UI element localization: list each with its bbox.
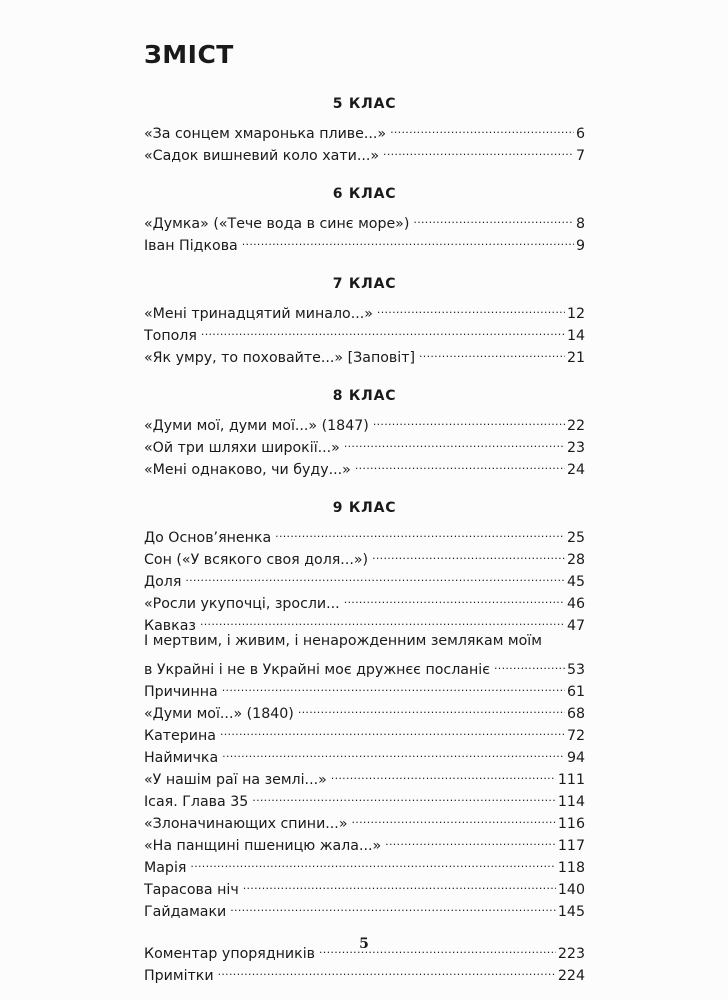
dot-leader <box>373 408 565 430</box>
dot-leader <box>185 564 565 586</box>
dot-leader <box>230 894 556 916</box>
dot-leader <box>377 296 565 318</box>
entry-title: в Украйні і не в Украйні моє дружнєє посланіє <box>144 662 490 678</box>
toc-entry[interactable] <box>144 608 585 634</box>
entry-title: «Думи мої, думи мої...» (1847) <box>144 418 369 434</box>
section-heading-grade-7: 7 КЛАС <box>332 276 397 292</box>
toc-entry[interactable] <box>144 564 585 590</box>
toc-entry[interactable] <box>144 296 585 322</box>
entry-title: Ісая. Глава 35 <box>144 794 249 810</box>
entry-title: «Як умру, то поховайте...» [Заповіт] <box>144 350 415 366</box>
entry-page: 61 <box>566 684 585 700</box>
toc-entry[interactable] <box>144 520 585 546</box>
entry-page: 46 <box>566 596 585 612</box>
entry-page: 224 <box>557 968 585 984</box>
entry-title: Причинна <box>144 684 218 700</box>
entry-page: 140 <box>557 882 585 898</box>
entry-title: Тополя <box>144 328 197 344</box>
entry-title-line-1: І мертвим, і живим, і ненарожденним землякам моїм <box>144 633 542 649</box>
dot-leader <box>352 806 556 828</box>
toc-entry[interactable] <box>144 586 585 612</box>
entry-page: 47 <box>566 618 585 634</box>
entry-title: Катерина <box>144 728 216 744</box>
entry-title: «Думи мої...» (1840) <box>144 706 294 722</box>
dot-leader <box>390 116 574 138</box>
toc-entry[interactable] <box>144 318 585 344</box>
toc-entry-multiline[interactable] <box>144 630 585 678</box>
entry-page: 114 <box>557 794 585 810</box>
entry-title: «На панщині пшеницю жала...» <box>144 838 382 854</box>
entry-title: Коментар упорядників <box>144 946 316 962</box>
entry-page: 14 <box>566 328 585 344</box>
dot-leader <box>344 430 565 452</box>
dot-leader <box>190 850 555 872</box>
entry-page: 223 <box>557 946 585 962</box>
dot-leader <box>222 740 565 762</box>
toc-entry[interactable] <box>144 850 585 876</box>
section-heading-grade-8: 8 КЛАС <box>332 388 397 404</box>
entry-title: «За сонцем хмаронька пливе...» <box>144 126 387 142</box>
dot-leader <box>200 608 565 630</box>
dot-leader <box>201 318 565 340</box>
entry-title: До Основ’яненка <box>144 530 272 546</box>
toc-entry[interactable] <box>144 116 585 142</box>
entry-page: 118 <box>557 860 585 876</box>
entry-page: 12 <box>566 306 585 322</box>
entry-page: 145 <box>557 904 585 920</box>
toc-entry[interactable] <box>144 206 585 232</box>
dot-leader <box>331 762 556 784</box>
entry-title: Іван Підкова <box>144 238 238 254</box>
table-of-contents <box>144 88 585 984</box>
dot-leader <box>385 828 556 850</box>
entry-title: «Злоначинающих спини...» <box>144 816 348 832</box>
dot-leader <box>383 138 574 160</box>
section-heading-grade-6: 6 КЛАС <box>332 186 397 202</box>
page-number: 5 <box>359 936 369 952</box>
entry-title: «Думка» («Тече вода в синє море») <box>144 216 410 232</box>
entry-title: Гайдамаки <box>144 904 227 920</box>
entry-page: 9 <box>575 238 585 254</box>
dot-leader <box>252 784 556 806</box>
dot-leader <box>419 340 565 362</box>
entry-page: 117 <box>557 838 585 854</box>
entry-page: 8 <box>575 216 585 232</box>
toc-entry[interactable] <box>144 340 585 366</box>
entry-page: 28 <box>566 552 585 568</box>
entry-page: 53 <box>566 662 585 678</box>
dot-leader <box>218 958 556 980</box>
dot-leader <box>298 696 565 718</box>
entry-title: «У нашім раї на землі...» <box>144 772 327 788</box>
entry-title: Кавказ <box>144 618 196 634</box>
entry-page: 111 <box>557 772 585 788</box>
entry-page: 68 <box>566 706 585 722</box>
page-title: ЗМІСТ <box>144 40 234 69</box>
section-heading-grade-9: 9 КЛАС <box>332 500 397 516</box>
entry-title: Тарасова ніч <box>144 882 239 898</box>
dot-leader <box>344 586 565 608</box>
entry-page: 23 <box>566 440 585 456</box>
entry-page: 72 <box>566 728 585 744</box>
toc-entry[interactable] <box>144 872 585 898</box>
entry-title: «Ой три шляхи широкії...» <box>144 440 340 456</box>
entry-title: Примітки <box>144 968 214 984</box>
entry-page: 6 <box>575 126 585 142</box>
dot-leader <box>355 452 565 474</box>
dot-leader <box>372 542 565 564</box>
dot-leader <box>242 228 574 250</box>
entry-title: «Мені тринадцятий минало...» <box>144 306 373 322</box>
entry-title: Наймичка <box>144 750 219 766</box>
entry-page: 7 <box>575 148 585 164</box>
entry-page: 22 <box>566 418 585 434</box>
dot-leader <box>494 652 565 674</box>
entry-title: Марія <box>144 860 187 876</box>
entry-page: 116 <box>557 816 585 832</box>
entry-page: 94 <box>566 750 585 766</box>
section-heading-grade-5: 5 КЛАС <box>332 96 397 112</box>
entry-page: 25 <box>566 530 585 546</box>
dot-leader <box>220 718 565 740</box>
entry-page: 45 <box>566 574 585 590</box>
entry-title: «Мені однаково, чи буду...» <box>144 462 351 478</box>
entry-title: «Росли укупочці, зросли... <box>144 596 340 612</box>
entry-page: 21 <box>566 350 585 366</box>
dot-leader <box>413 206 574 228</box>
entry-title: «Садок вишневий коло хати...» <box>144 148 380 164</box>
dot-leader <box>222 674 565 696</box>
toc-entry[interactable] <box>144 408 585 434</box>
entry-page: 24 <box>566 462 585 478</box>
dot-leader <box>243 872 556 894</box>
dot-leader <box>275 520 565 542</box>
entry-title: Сон («У всякого своя доля...») <box>144 552 369 568</box>
entry-title: Доля <box>144 574 182 590</box>
